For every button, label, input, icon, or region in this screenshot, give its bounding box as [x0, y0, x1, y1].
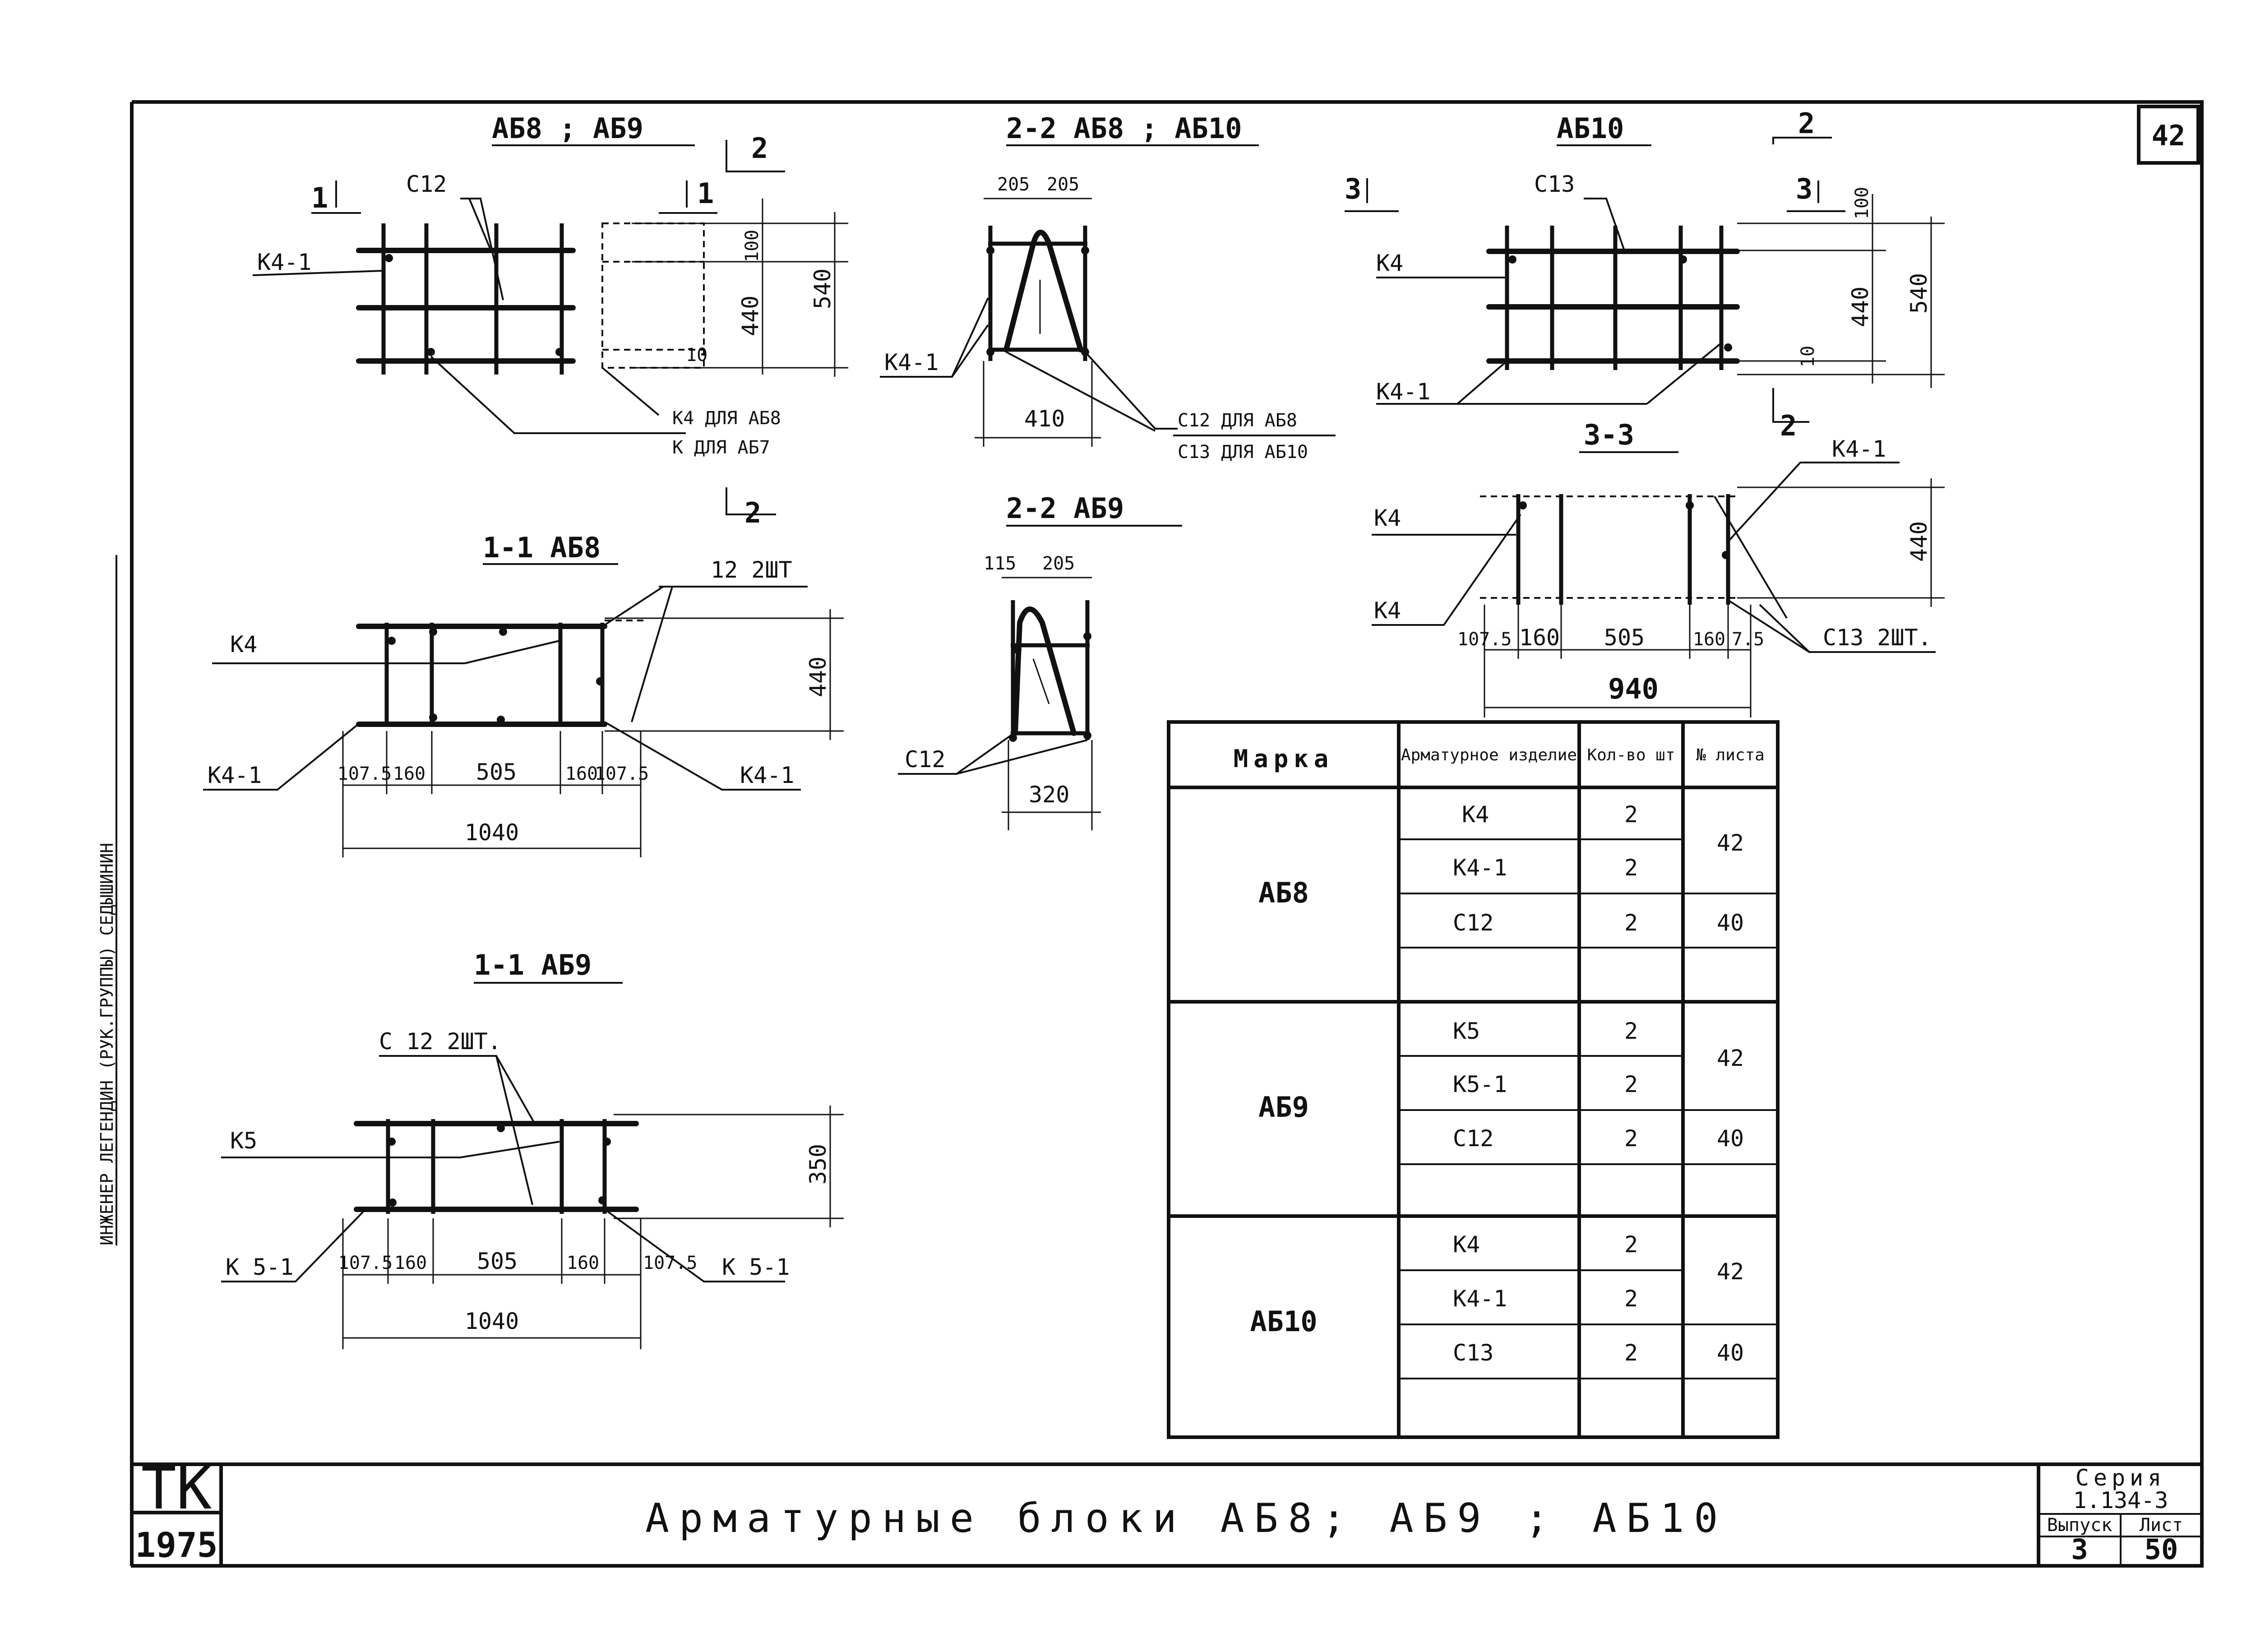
- svg-text:12 2ШТ: 12 2ШТ: [711, 557, 792, 583]
- svg-text:К 5-1: К 5-1: [226, 1254, 294, 1280]
- svg-text:100: 100: [742, 229, 763, 263]
- issue-label: Выпуск: [2047, 1515, 2113, 1536]
- view-title: 2-2 АБ9: [1006, 492, 1124, 525]
- table-cell-sheet: 40: [1716, 910, 1744, 936]
- svg-text:С12: С12: [905, 746, 946, 773]
- table-cell-item: К4: [1462, 801, 1489, 828]
- dim-label: 505: [476, 1248, 518, 1274]
- view-title: 1-1 АБ8: [483, 531, 601, 564]
- table-cell-qty: 2: [1624, 1340, 1638, 1366]
- signature-text: ИНЖЕНЕР ЛЕГЕНДИН (РУК.ГРУППЫ) СЕДЫШИНИН: [97, 842, 117, 1245]
- table-cell-sheet: 42: [1716, 830, 1744, 856]
- svg-text:К 5-1: К 5-1: [722, 1254, 790, 1280]
- svg-text:С12 ДЛЯ АБ8: С12 ДЛЯ АБ8: [1178, 410, 1297, 431]
- dim-label: 107.5: [594, 764, 649, 784]
- dim-label: 107.5: [337, 764, 392, 784]
- group-mark: АБ8: [1258, 876, 1309, 909]
- svg-text:К4: К4: [1376, 250, 1404, 276]
- svg-text:2: 2: [1780, 409, 1797, 442]
- svg-text:1: 1: [311, 181, 328, 214]
- dim-label: 160: [394, 1253, 427, 1273]
- svg-text:205: 205: [997, 174, 1030, 195]
- svg-text:440: 440: [805, 656, 831, 698]
- view-22-ab8-ab10: [880, 112, 1336, 463]
- table-cell-qty: 2: [1624, 910, 1638, 936]
- svg-text:К4-1: К4-1: [208, 762, 262, 788]
- table-cell-qty: 2: [1624, 855, 1638, 881]
- stamp-tk: [135, 1454, 217, 1565]
- dim-label: 107.5: [643, 1253, 698, 1273]
- dim-label: 160: [1692, 629, 1726, 650]
- svg-text:1: 1: [697, 177, 714, 210]
- svg-text:410: 410: [1024, 406, 1065, 432]
- table-cell-qty: 2: [1624, 1018, 1638, 1044]
- view-11-ab9: [221, 949, 844, 1349]
- dim-label: 160: [1519, 625, 1560, 651]
- title-block: [2039, 1464, 2202, 1566]
- svg-text:К4: К4: [230, 631, 258, 657]
- spec-group: [1258, 1018, 1744, 1152]
- svg-text:К5: К5: [230, 1128, 258, 1154]
- svg-text:К ДЛЯ АБ7: К ДЛЯ АБ7: [672, 437, 770, 458]
- view-ab8-ab9: [253, 112, 848, 529]
- table-cell-item: К4-1: [1453, 855, 1507, 881]
- dim-label: 160: [566, 1253, 600, 1273]
- table-cell-qty: 2: [1624, 1231, 1638, 1258]
- spec-group: [1258, 801, 1744, 936]
- issue-value: 3: [2071, 1533, 2088, 1566]
- svg-text:2: 2: [1798, 107, 1815, 140]
- svg-text:С 12 2ШТ.: С 12 2ШТ.: [379, 1028, 501, 1055]
- dim-label: 505: [1604, 625, 1645, 651]
- table-cell-item: С12: [1453, 910, 1494, 936]
- table-cell-item: К5-1: [1453, 1071, 1507, 1097]
- table-cell-sheet: 40: [1716, 1125, 1744, 1152]
- view-title: АБ10: [1557, 112, 1624, 145]
- dim-label: 107.5: [338, 1253, 393, 1273]
- svg-text:440: 440: [1847, 286, 1873, 328]
- svg-text:К4-1: К4-1: [257, 249, 312, 275]
- svg-text:С13 ДЛЯ АБ10: С13 ДЛЯ АБ10: [1178, 442, 1308, 463]
- svg-text:205: 205: [1047, 174, 1080, 195]
- table-cell-qty: 2: [1624, 1071, 1638, 1097]
- table-cell-item: С13: [1453, 1340, 1494, 1366]
- table-cell-item: К4-1: [1453, 1286, 1507, 1312]
- table-cell-sheet: 40: [1716, 1340, 1744, 1366]
- dim-total: 940: [1608, 672, 1659, 705]
- series-value: 1.134-3: [2073, 1487, 2168, 1513]
- view-title: 2-2 АБ8 ; АБ10: [1006, 112, 1242, 145]
- svg-text:С12: С12: [406, 171, 447, 197]
- table-cell-sheet: 42: [1716, 1045, 1744, 1071]
- view-title: 1-1 АБ9: [474, 949, 592, 981]
- svg-text:205: 205: [1042, 553, 1075, 574]
- table-cell-qty: 2: [1624, 1125, 1638, 1152]
- dim-label: 160: [565, 764, 598, 784]
- svg-text:440: 440: [1906, 521, 1932, 562]
- svg-text:10: 10: [686, 345, 708, 366]
- stamp-year: 1975: [135, 1525, 218, 1565]
- dim-label: 505: [476, 759, 517, 785]
- header-qty: Кол-во шт: [1587, 746, 1675, 764]
- header-sheet: № листа: [1696, 746, 1765, 764]
- svg-text:115: 115: [984, 553, 1017, 574]
- svg-text:К4-1: К4-1: [1832, 436, 1886, 462]
- header-mark: Марка: [1233, 745, 1334, 773]
- view-33: [1372, 418, 1945, 717]
- svg-text:2: 2: [751, 132, 768, 165]
- svg-text:10: 10: [1798, 345, 1818, 368]
- dim-total: 1040: [464, 1308, 519, 1334]
- dim-label: 7.5: [1732, 629, 1765, 650]
- spec-table: [1169, 722, 1778, 1437]
- header-item: Арматурное изделие: [1401, 746, 1577, 764]
- svg-text:350: 350: [805, 1143, 831, 1185]
- svg-text:440: 440: [737, 295, 763, 337]
- table-cell-item: К5: [1453, 1018, 1480, 1044]
- table-cell-qty: 2: [1624, 801, 1638, 828]
- table-cell-item: С12: [1453, 1125, 1494, 1152]
- svg-text:К4 ДЛЯ АБ8: К4 ДЛЯ АБ8: [672, 408, 781, 429]
- svg-text:3: 3: [1345, 172, 1362, 205]
- sheet-number-box: [2139, 106, 2198, 163]
- table-cell-item: К4: [1453, 1231, 1480, 1258]
- svg-text:3: 3: [1796, 172, 1813, 205]
- svg-text:320: 320: [1029, 782, 1070, 808]
- table-cell-qty: 2: [1624, 1286, 1638, 1312]
- stamp-top: ТК: [141, 1454, 212, 1522]
- svg-text:К4: К4: [1374, 505, 1401, 531]
- signature-strip: [97, 555, 117, 1245]
- svg-text:540: 540: [809, 268, 836, 310]
- series-label: Серия: [2075, 1465, 2166, 1491]
- svg-text:540: 540: [1906, 273, 1932, 314]
- spec-group: [1250, 1231, 1744, 1366]
- table-cell-sheet: 42: [1716, 1259, 1744, 1285]
- sheet-frame: [131, 102, 2202, 1566]
- view-title: АБ8 ; АБ9: [492, 112, 643, 145]
- svg-text:К4-1: К4-1: [884, 349, 939, 375]
- dim-label: 107.5: [1457, 629, 1512, 650]
- view-ab10: [1345, 107, 1945, 442]
- svg-text:К4: К4: [1374, 597, 1401, 624]
- sheet-title: Арматурные блоки АБ8; АБ9 ; АБ10: [645, 1495, 1728, 1541]
- svg-text:С13: С13: [1534, 171, 1575, 197]
- svg-text:С13 2ШТ.: С13 2ШТ.: [1823, 625, 1932, 651]
- svg-text:100: 100: [1852, 186, 1872, 220]
- view-22-ab9: [898, 492, 1182, 830]
- sheet-number: 42: [2151, 119, 2186, 152]
- svg-text:К4-1: К4-1: [1376, 379, 1431, 405]
- sheet-value: 50: [2144, 1533, 2178, 1566]
- view-11-ab8: [203, 531, 844, 857]
- svg-text:2: 2: [744, 496, 762, 529]
- svg-text:К4-1: К4-1: [740, 762, 795, 788]
- group-mark: АБ10: [1250, 1305, 1318, 1338]
- dim-label: 160: [393, 764, 426, 784]
- group-mark: АБ9: [1258, 1091, 1309, 1124]
- dim-total: 1040: [464, 819, 519, 846]
- sheet-label: Лист: [2139, 1515, 2183, 1536]
- view-title: 3-3: [1584, 418, 1634, 451]
